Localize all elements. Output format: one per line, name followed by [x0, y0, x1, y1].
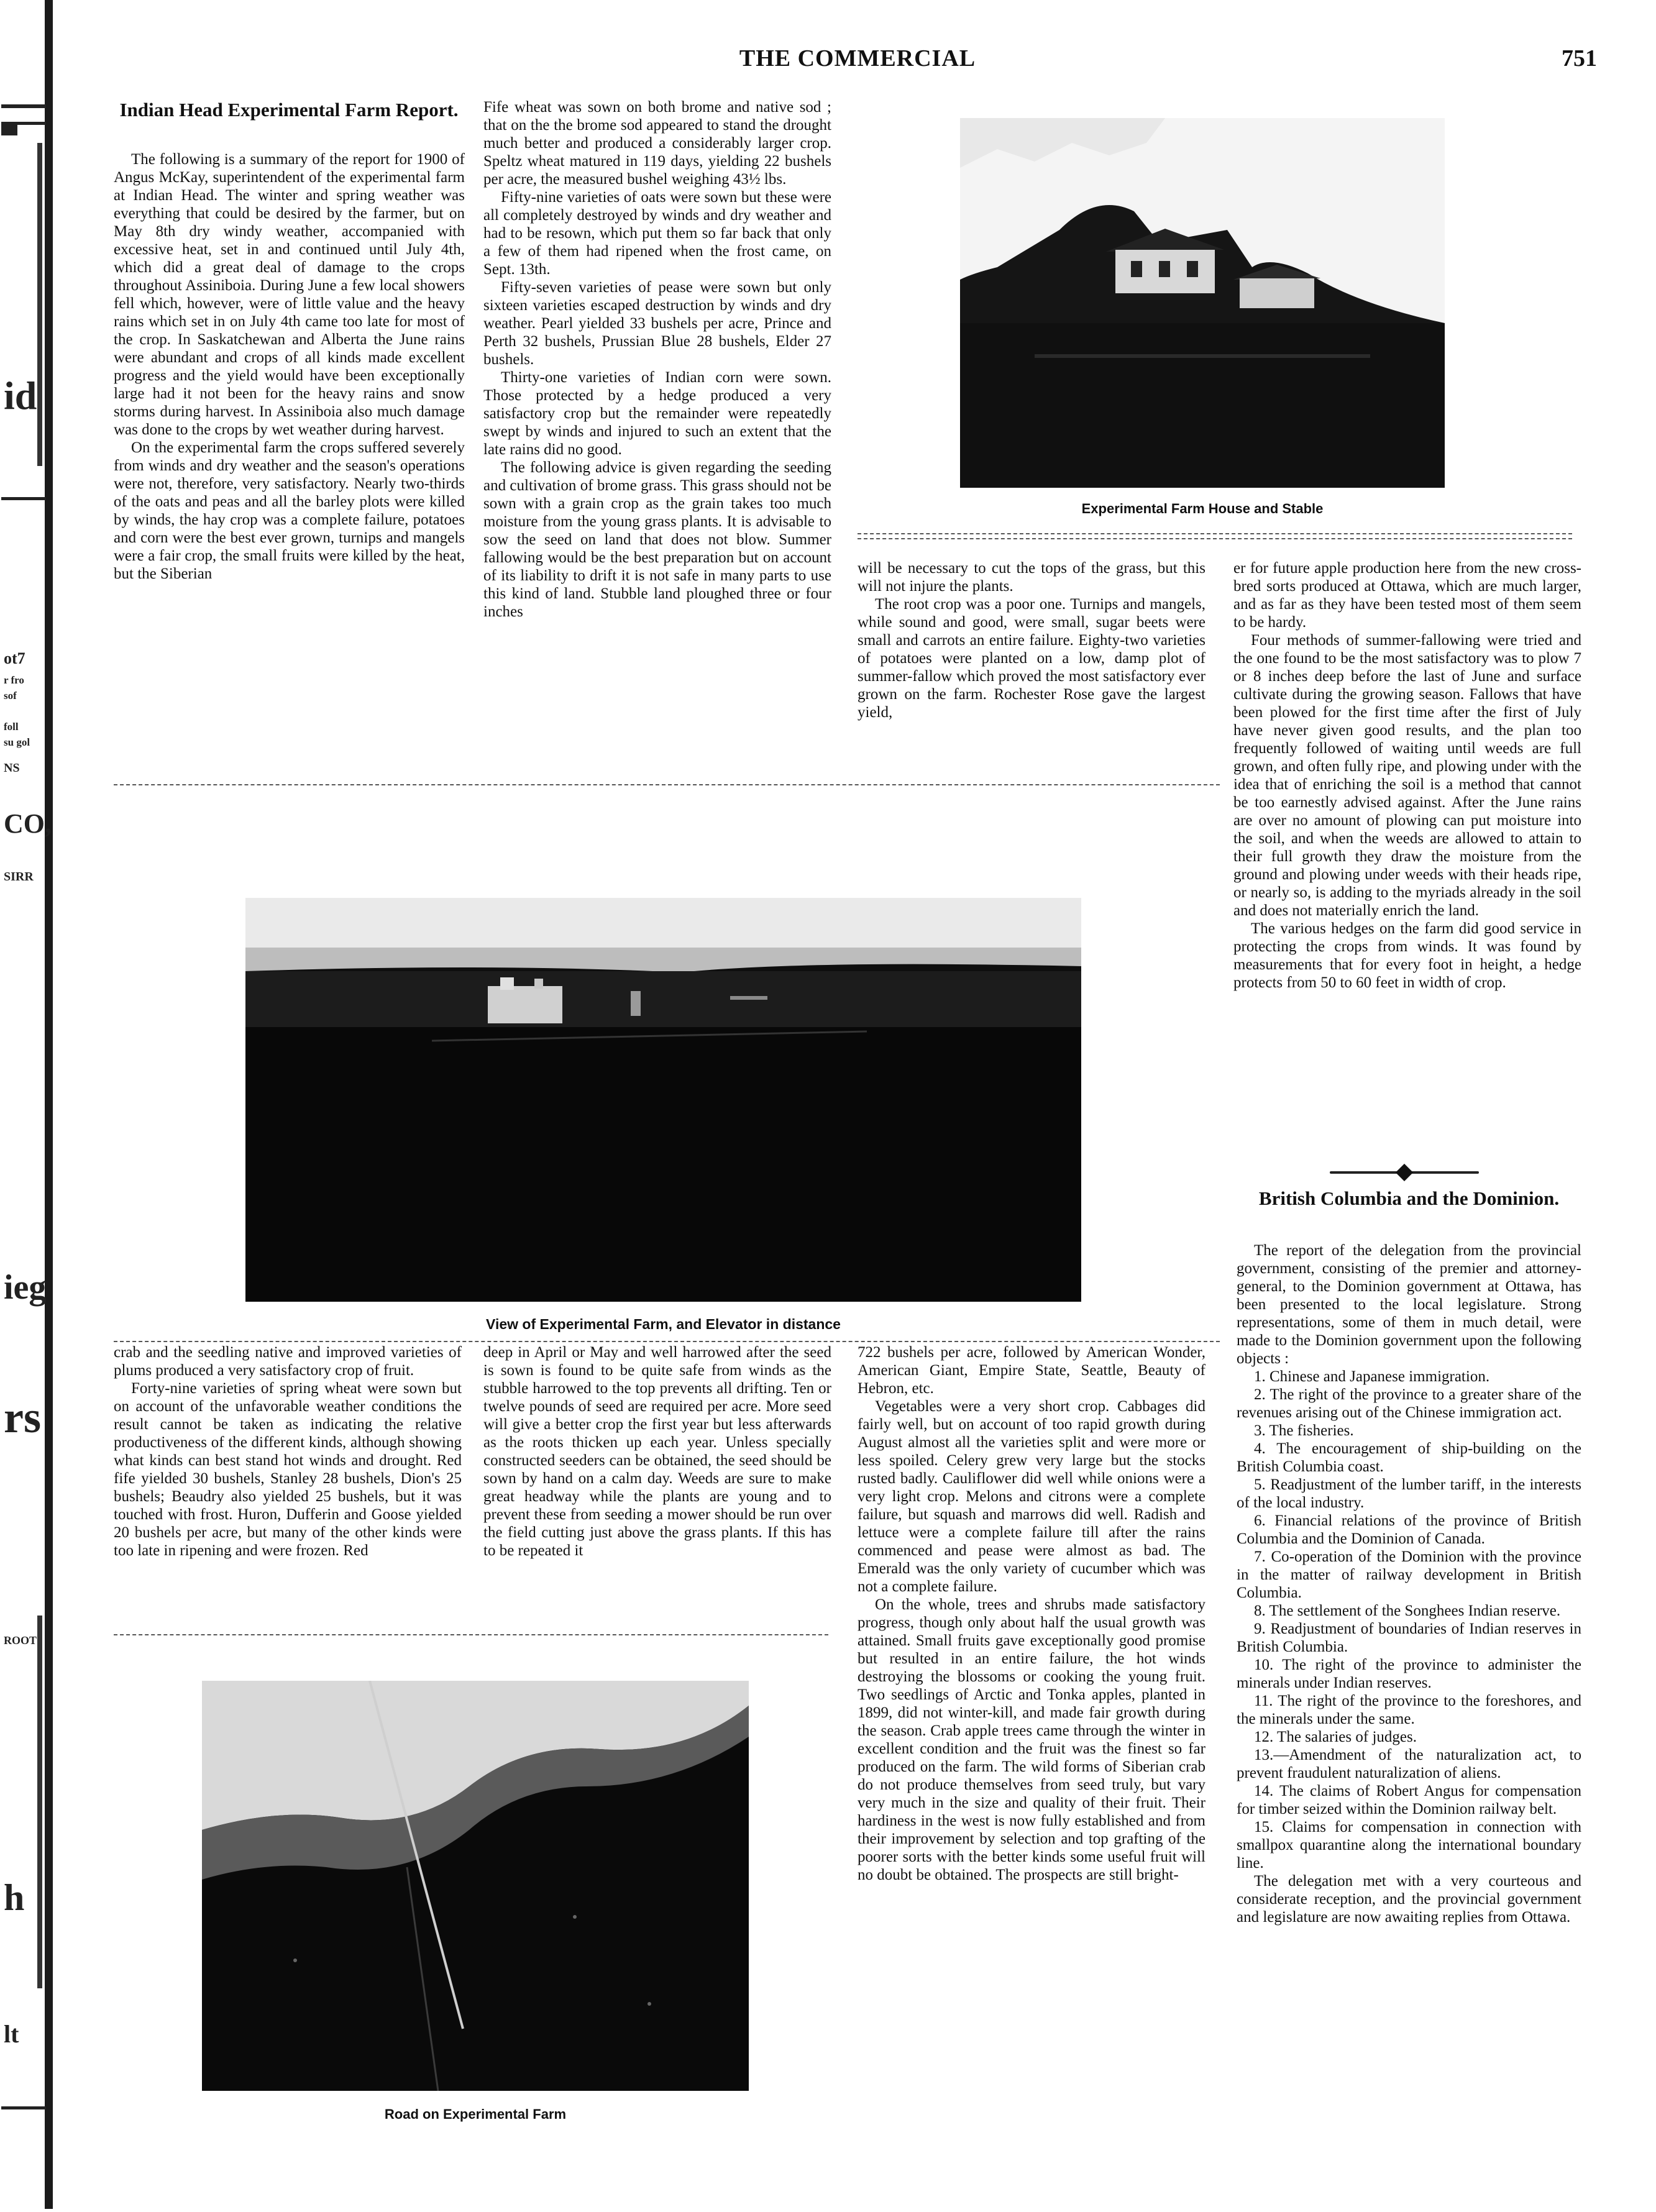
paragraph: On the experimental farm the crops suffered severely from winds and dry weather and the season's operations were not, therefore, very satisfactory. Nearly two-thirds of the oats and peas and all the barley plots were killed by winds, the hay crop was a complete failure, potatoes and corn were the best ever grown, turnips and mangels were a fair crop, the small fruits were killed by the heat, but the Siberian	[114, 439, 465, 582]
paragraph: The following is a summary of the report for 1900 of Angus McKay, superintendent of the experimental farm at Indian Head. The winter and spring weather was everything that could be desired by the farmer, but on May 8th dry windy weather, accompanied with excessive heat, set in and continued until July 4th, which did a great deal of damage to the crops throughout Assiniboia. During June a few local showers fell which, however, were of little value and the heavy rains which set in on July 4th came too late for most of the crop. In Saskatchewan and Alberta the June rains were abundant and crops of all kinds made excellent progress and the yield would have been exceptionally large had it not been for the heavy rains and snow storms during harvest. In Assiniboia also much damage was done to the crops by wet weather during harvest.	[114, 151, 465, 438]
list-item: 6. Financial relations of the province of British Columbia and the Dominion of Canada.	[1237, 1512, 1581, 1547]
margin-fragment: rs	[4, 1392, 41, 1442]
article-column-6	[483, 1343, 831, 1560]
margin-fragment: su gol	[4, 736, 30, 748]
paragraph: The report of the delegation from the provincial government, consisting of the premier and attorney-general, to the Dominion government at Ottawa, has been presented to the local legislature. Strong representations, some of them in much detail, were made to the Dominion government upon the following objects :	[1237, 1242, 1581, 1367]
list-item: 1. Chinese and Japanese immigration.	[1254, 1368, 1490, 1385]
margin-fragment: SIRR	[4, 870, 34, 884]
article-column-4	[1233, 559, 1581, 992]
list-item: 5. Readjustment of the lumber tariff, in the interests of the local industry.	[1237, 1476, 1581, 1511]
paragraph: Thirty-one varieties of Indian corn were sown. Those protected by a hedge produced a very satisfactory crop but the remainder were repeatedly swept by winds and injured to such an extent that the late rains did no good.	[483, 369, 831, 458]
list-item: 8. The settlement of the Songhees Indian reserve.	[1254, 1602, 1561, 1619]
margin-fragment: ot7	[4, 649, 25, 667]
list-item: 12. The salaries of judges.	[1254, 1729, 1417, 1745]
photo-farm-house-and-stable	[960, 118, 1445, 488]
article-column-3	[858, 559, 1205, 721]
list-item: 11. The right of the province to the foreshores, and the minerals under the same.	[1237, 1693, 1581, 1727]
list-item: 4. The encouragement of ship-building on the British Columbia coast.	[1237, 1440, 1581, 1475]
paragraph: crab and the seedling native and improved varieties of plums produced a very satisfactory crop of fruit.	[114, 1344, 462, 1379]
column-separator	[114, 1634, 828, 1635]
paragraph: The following advice is given regarding the seeding and cultivation of brome grass. This grass should not be sown with a grain crop as the grain takes too much moisture from the young grass plants. It is advisable to sow the seed on land that does not blow. Summer fallowing would be the best preparation but on account of its liability to drift it is not safe in many parts to use this kind of land. Stubble land ploughed three or four inches	[483, 459, 831, 620]
column-separator	[858, 538, 1572, 539]
article-column-2	[483, 98, 831, 621]
photo-caption: Road on Experimental Farm	[384, 2106, 567, 2122]
list-item: 10. The right of the province to administer the minerals under Indian reserves.	[1237, 1657, 1581, 1691]
margin-fragment: ROOT	[4, 1634, 37, 1647]
photo-caption: View of Experimental Farm, and Elevator in distance	[486, 1316, 841, 1332]
column-separator	[858, 533, 1572, 534]
paragraph: Fifty-nine varieties of oats were sown but these were all completely destroyed by winds and dry weather and had to be resown, which put them so far back that only a few of them had ripened when the frost came, on Sept. 13th.	[483, 189, 831, 278]
article-title: Indian Head Experimental Farm Report.	[119, 99, 459, 121]
article-column-7	[858, 1343, 1205, 1884]
paragraph: er for future apple production here from the new cross-bred sorts produced at Ottawa, which are much larger, and as far as they have been tested most of them seem to be hardy.	[1233, 560, 1581, 631]
photo-farm-road	[202, 1681, 749, 2091]
list-item: 13.—Amendment of the naturalization act, to prevent fraudulent naturalization of aliens.	[1237, 1747, 1581, 1781]
column-separator	[114, 1341, 1220, 1342]
page-header-title: THE COMMERCIAL	[739, 45, 976, 71]
page-number: 751	[1562, 45, 1597, 71]
article-2-body	[1237, 1241, 1581, 1926]
article-divider-diamond	[1396, 1164, 1413, 1181]
list-item: 7. Co-operation of the Dominion with the province in the matter of railway development in British Columbia.	[1237, 1548, 1581, 1601]
paragraph: Vegetables were a very short crop. Cabbages did fairly well, but on account of too rapid growth during August almost all the varieties split and were more or less spoiled. Celery grew very large but the stocks rusted badly. Cauliflower did well while onions were a very light crop. Melons and citrons were a complete failure, but squash and marrows did well. Radish and lettuce were a complete failure till after the rains commenced and pease were almost as bad. The Emerald was the only variety of cucumber which was not a complete failure.	[858, 1398, 1205, 1595]
paragraph: Fife wheat was sown on both brome and native sod ; that on the the brome sod appeared to stand the drought much better and produced a considerably larger crop. Speltz wheat matured in 119 days, yielding 22 bushels per acre, the measured bushel weighing 43½ lbs.	[483, 99, 831, 188]
margin-fragment: r fro	[4, 674, 24, 686]
list-item: 15. Claims for compensation in connection with smallpox quarantine along the international boundary line.	[1237, 1819, 1581, 1872]
margin-fragment: sof	[4, 690, 17, 702]
margin-fragment: CO,	[4, 808, 52, 839]
article-column-5	[114, 1343, 462, 1560]
margin-fragment: ieg	[4, 1268, 47, 1307]
article-title: British Columbia and the Dominion.	[1258, 1187, 1560, 1209]
margin-fragment: foll	[4, 721, 19, 733]
paragraph: Fifty-seven varieties of pease were sown but only sixteen varieties escaped destruction by winds and dry weather. Pearl yielded 33 bushels per acre, Prince and Perth 32 bushels, Prussian Blue 28 bushels, Elder 27 bushels.	[483, 279, 831, 368]
column-separator	[114, 784, 1220, 785]
paragraph: On the whole, trees and shrubs made satisfactory progress, though only about half the usual growth was attained. Small fruits gave exceptionally good promise but resulted in an entire failure, the hot winds destroying the blossoms or cooking the young fruit. Two seedlings of Arctic and Tonka apples, planted in 1899, did not winter-kill, and made fair growth during the season. Crab apple trees came through the winter in excellent condition and the fruit was the finest so far produced on the farm. The wild forms of Siberian crab do not produce themselves from seed truly, but vary very much in the size and quality of their fruit. Their hardiness in the west is now fully established and from their improvement by selection and top grafting of the poorer sorts with the better kinds some useful fruit will no doubt be obtained. The prospects are still bright-	[858, 1596, 1205, 1883]
paragraph: deep in April or May and well harrowed after the seed is sown is found to be quite safe from winds as the stubble harrowed to the top prevents all drifting. Ten or twelve pounds of seed are required per acre. More seed will give a better crop the first year but less afterwards as the roots thicken up each year. Unless specially constructed seeders can be obtained, the seed should be sown by hand on a calm day. Weeds are sure to make great headway while the plants are young and to prevent these from seeding a mower should be run over the field cutting just above the grass plants. If this has to be repeated it	[483, 1344, 831, 1559]
paragraph: Forty-nine varieties of spring wheat were sown but on account of the unfavorable weather conditions the result cannot be taken as indicating the relative productiveness of the different kinds, although showing what kinds can best stand hot winds and drought. Red fife yielded 30 bushels, Stanley 28 bushels, Dion's 25 bushels; Beaudry also yielded 25 bushels, but it was touched with frost. Huron, Dufferin and Goose yielded 20 bushels per acre, but many of the other kinds were too late in ripening and were frozen. Red	[114, 1380, 462, 1559]
margin-fragment: lt	[4, 2020, 19, 2048]
paragraph: Four methods of summer-fallowing were tried and the one found to be the most satisfactory was to plow 7 or 8 inches deep before the last of June and surface cultivate during the growing season. Fallows that have been plowed for the first time after the first of July have never given good results, and the plan too frequently followed of waiting until weeds are full grown, and often fully ripe, and plowing under with the idea that of enriching the soil is a method that cannot be too earnestly advised against. After the June rains are over no amount of plowing can put moisture into the soil, and when the weeds are allowed to attain to their full growth they draw the moisture from the ground and plowing under weeds with their heads ripe, or nearly so, is adding to the myriads already in the soil and does not materially enrich the land.	[1233, 632, 1581, 919]
margin-fragment: NS	[4, 761, 20, 775]
paragraph: will be necessary to cut the tops of the grass, but this will not injure the plants.	[858, 560, 1205, 595]
margin-fragment: id	[4, 373, 37, 418]
article-column-1	[114, 150, 465, 583]
margin-fragment: h	[4, 1877, 25, 1918]
photo-caption: Experimental Farm House and Stable	[1081, 501, 1324, 516]
list-item: 3. The fisheries.	[1254, 1422, 1354, 1439]
list-item: 14. The claims of Robert Angus for compensation for timber seized within the Dominion railway belt.	[1237, 1783, 1581, 1817]
list-item: 9. Readjustment of boundaries of Indian reserves in British Columbia.	[1237, 1620, 1581, 1655]
photo-farm-view-with-elevator	[245, 898, 1081, 1302]
paragraph: 722 bushels per acre, followed by American Wonder, American Giant, Empire State, Seattle, Beauty of Hebron, etc.	[858, 1344, 1205, 1397]
list-item: 2. The right of the province to a greater share of the revenues arising out of the Chinese immigration act.	[1237, 1386, 1581, 1421]
paragraph: The root crop was a poor one. Turnips and mangels, while sound and good, were small, sugar beets were small and carrots an entire failure. Eighty-two varieties of potatoes were planted on a low, damp plot of summer-fallow which proved the most satisfactory ever grown on the farm. Rochester Rose gave the largest yield,	[858, 596, 1205, 721]
paragraph: The various hedges on the farm did good service in protecting the crops from winds. It was found by measurements that for every foot in height, a hedge protects from 50 to 60 feet in width of crop.	[1233, 920, 1581, 991]
paragraph: The delegation met with a very courteous and considerate reception, and the provincial government and legislature are now awaiting replies from Ottawa.	[1237, 1873, 1581, 1926]
